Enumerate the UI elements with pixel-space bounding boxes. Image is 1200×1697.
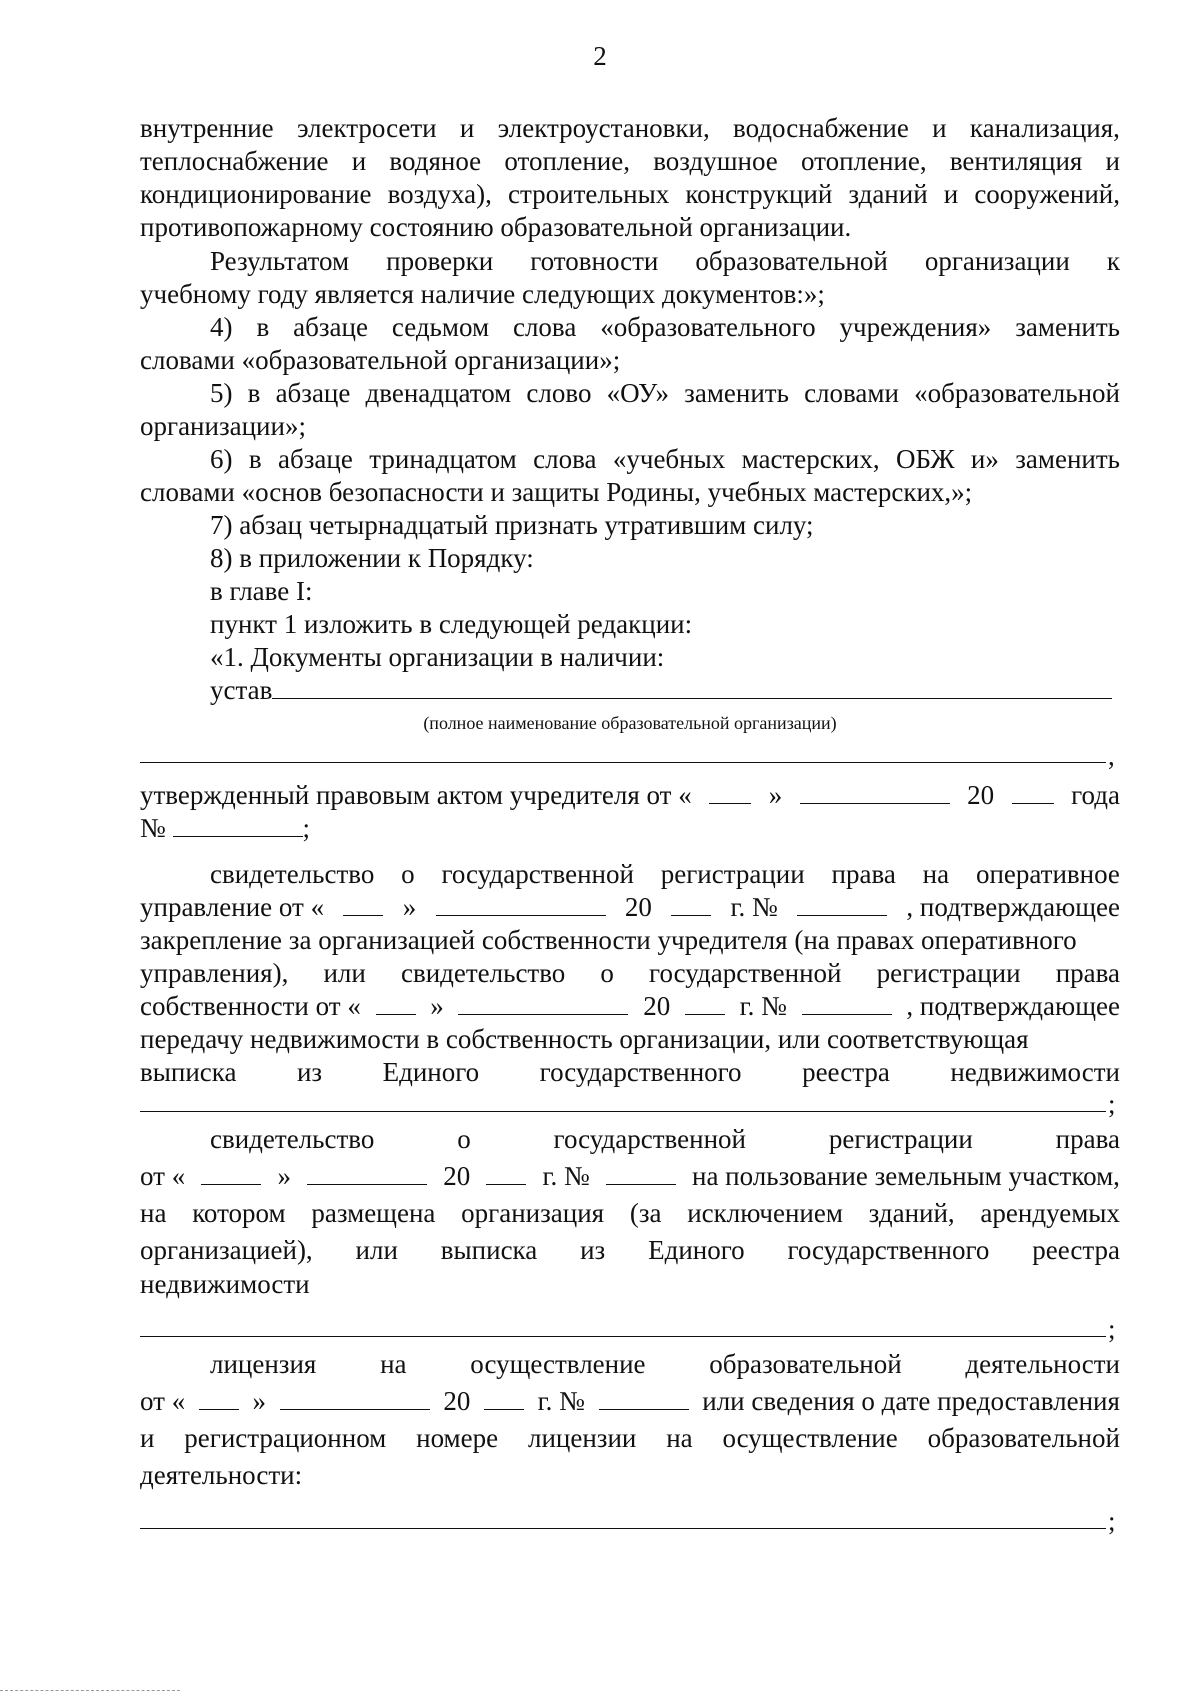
number-blank xyxy=(797,891,887,916)
word: сооружений, xyxy=(974,179,1120,209)
cert2-blank-line xyxy=(140,1336,1106,1337)
word: и xyxy=(459,113,475,143)
word: «образовательного xyxy=(600,312,816,342)
word: организацией), xyxy=(140,1235,313,1265)
word: оперативное xyxy=(975,859,1120,889)
item5-line1 xyxy=(210,377,1120,409)
word: двенадцатом xyxy=(365,378,512,408)
cert1-line4 xyxy=(140,957,1120,989)
word: слово xyxy=(526,378,592,408)
year-blank xyxy=(685,990,725,1015)
word: абзаце xyxy=(293,312,368,342)
word: заменить xyxy=(1015,312,1120,342)
word: тринадцатом xyxy=(369,444,517,474)
item5-line2: организации»; xyxy=(140,411,306,441)
number-blank xyxy=(599,1385,689,1410)
word: воздушное xyxy=(653,146,778,176)
word: Результатом xyxy=(210,246,350,276)
item4-line1 xyxy=(210,311,1120,343)
day-blank xyxy=(201,1160,261,1185)
word: слова xyxy=(512,312,577,342)
word: 4) xyxy=(210,312,233,342)
chapter-heading: в главе I: xyxy=(210,576,313,606)
word: или xyxy=(355,1235,398,1265)
word: государственной xyxy=(553,1124,746,1154)
word: и xyxy=(932,113,947,143)
word: на xyxy=(922,859,950,889)
word: номере xyxy=(416,1423,499,1453)
word: управления), xyxy=(140,958,289,988)
word: государственной xyxy=(441,859,634,889)
word: мастерских, xyxy=(741,444,880,474)
word: и» xyxy=(970,444,999,474)
word: (за xyxy=(629,1198,662,1228)
word: Единого xyxy=(648,1235,745,1265)
word: права xyxy=(1055,958,1120,988)
scan-edge-line xyxy=(0,1690,180,1691)
word: государственного xyxy=(787,1235,990,1265)
ustav-comma: , xyxy=(1108,741,1115,771)
word: зданий, xyxy=(868,1198,955,1228)
word: водоснабжение xyxy=(733,113,909,143)
para2-line1 xyxy=(210,245,1120,277)
month-blank xyxy=(800,779,950,804)
word: образовательной xyxy=(709,1349,902,1379)
para1-line4: противопожарному состоянию образовательной организации. xyxy=(140,212,852,242)
item6-line1 xyxy=(210,443,1120,475)
word: на xyxy=(380,1349,407,1379)
word: слова xyxy=(533,444,597,474)
cert2-line1 xyxy=(210,1123,1120,1155)
word: государственной xyxy=(649,958,842,988)
month-blank xyxy=(280,1385,430,1410)
word: водяное xyxy=(389,146,482,176)
word: «ОУ» xyxy=(606,378,670,408)
word: проверки xyxy=(386,246,494,276)
word: недвижимости xyxy=(950,1057,1120,1087)
page-number: 2 xyxy=(593,41,607,71)
license-line3 xyxy=(140,1422,1120,1454)
year-blank xyxy=(1012,779,1054,804)
word: строительных xyxy=(508,179,670,209)
word: котором xyxy=(192,1198,286,1228)
ustav-caption: (полное наименование образовательной организации) xyxy=(423,713,837,733)
item7: 7) абзац четырнадцатый признать утратившим силу; xyxy=(210,510,814,540)
license-line4: деятельности: xyxy=(140,1460,303,1490)
word: к xyxy=(1106,246,1120,276)
word: вентиляция xyxy=(949,146,1083,176)
word: и xyxy=(140,1423,155,1453)
word: лицензия xyxy=(210,1349,317,1379)
month-blank xyxy=(307,1160,427,1185)
word: 5) xyxy=(210,378,233,408)
cert2-line2: от « » 20 г. № на пользование земельным участком, xyxy=(140,1161,1120,1191)
word: канализация, xyxy=(969,113,1120,143)
cert1-blank-line xyxy=(140,1111,1106,1112)
word: ОБЖ xyxy=(895,444,955,474)
ustav-approved-line: утвержденный правовым актом учредителя от « » 20 года xyxy=(140,780,1120,810)
month-blank xyxy=(458,990,628,1015)
word: организация xyxy=(461,1198,605,1228)
word: о xyxy=(457,1124,471,1154)
word: или xyxy=(323,958,366,988)
word: о xyxy=(401,859,415,889)
cert1-end: ; xyxy=(1108,1089,1116,1119)
cert2-line3 xyxy=(140,1197,1120,1229)
para1-line2 xyxy=(140,145,1120,177)
word: воздуха), xyxy=(387,179,492,209)
word: и xyxy=(1105,146,1120,176)
item8: 8) в приложении к Порядку: xyxy=(210,543,534,573)
word: регистрации xyxy=(660,859,805,889)
word: права xyxy=(831,859,896,889)
word: Единого xyxy=(382,1057,480,1087)
word: реестра xyxy=(1032,1235,1120,1265)
word: конструкций xyxy=(685,179,833,209)
word: на xyxy=(666,1423,693,1453)
license-line1 xyxy=(210,1348,1120,1380)
word: учреждения» xyxy=(839,312,992,342)
word: образовательной xyxy=(927,1423,1120,1453)
cert1-line5: собственности от « » 20 г. № , подтверждающее xyxy=(140,991,1120,1021)
word: выписка xyxy=(440,1235,538,1265)
word: «учебных xyxy=(612,444,726,474)
word: в xyxy=(248,444,262,474)
word: регистрационном xyxy=(184,1423,387,1453)
word: осуществление xyxy=(722,1423,898,1453)
word: арендуемых xyxy=(980,1198,1120,1228)
word: заменить xyxy=(1015,444,1120,474)
word: образовательной xyxy=(695,246,888,276)
word: регистрации xyxy=(828,1124,973,1154)
word: заменить xyxy=(684,378,789,408)
number-blank xyxy=(802,990,892,1015)
ustav-number-line: № ; xyxy=(140,813,311,843)
word: организации xyxy=(924,246,1070,276)
word: свидетельство xyxy=(400,958,566,988)
word: деятельности xyxy=(965,1349,1120,1379)
word: регистрации xyxy=(876,958,1021,988)
ustav-line xyxy=(210,674,1120,706)
word: размещена xyxy=(311,1198,436,1228)
cert2-end: ; xyxy=(1108,1314,1116,1344)
word: кондиционирование xyxy=(140,179,372,209)
word: 6) xyxy=(210,444,233,474)
word: из xyxy=(580,1235,606,1265)
license-blank-line xyxy=(140,1528,1106,1529)
word: абзаце xyxy=(278,444,353,474)
word: государственного xyxy=(539,1057,742,1087)
word: лицензии xyxy=(527,1423,637,1453)
word: внутренние xyxy=(140,113,274,143)
word: отопление, xyxy=(800,146,927,176)
item4-line2: словами «образовательной организации»; xyxy=(140,345,621,375)
day-blank xyxy=(376,990,416,1015)
word: седьмом xyxy=(391,312,490,342)
word: абзаце xyxy=(275,378,351,408)
word: и xyxy=(351,146,367,176)
word: словами xyxy=(804,378,899,408)
number-blank xyxy=(606,1160,676,1185)
word: свидетельство xyxy=(210,859,375,889)
day-blank xyxy=(199,1385,239,1410)
month-blank xyxy=(436,891,606,916)
cert1-line1 xyxy=(210,858,1120,890)
word: осуществление xyxy=(470,1349,646,1379)
word: в xyxy=(247,378,261,408)
license-end: ; xyxy=(1108,1506,1116,1536)
word: отопление, xyxy=(504,146,630,176)
word: готовности xyxy=(530,246,659,276)
word: реестра xyxy=(802,1057,890,1087)
ustav-name-blank xyxy=(272,674,1112,699)
cert1-line2: управление от « » 20 г. № , подтверждающее xyxy=(140,892,1120,922)
word: исключением xyxy=(687,1198,843,1228)
word: права xyxy=(1055,1124,1120,1154)
ustav-name-continuation xyxy=(140,762,1106,763)
cert1-line7 xyxy=(140,1056,1120,1088)
day-blank xyxy=(343,891,383,916)
word: из xyxy=(296,1057,323,1087)
word: о xyxy=(600,958,614,988)
word: зданий xyxy=(848,179,928,209)
cert2-line5: недвижимости xyxy=(140,1269,310,1299)
ustav-label: устав xyxy=(210,675,273,705)
word: электросети xyxy=(296,113,437,143)
word: на xyxy=(140,1198,167,1228)
word: свидетельство xyxy=(210,1124,375,1154)
word: и xyxy=(943,179,959,209)
license-line2: от « » 20 г. № или сведения о дате предоставления xyxy=(140,1386,1120,1416)
word: выписка xyxy=(140,1057,237,1087)
year-blank xyxy=(671,891,711,916)
word: «образовательной xyxy=(914,378,1120,408)
item6-line2: словами «основ безопасности и защиты Родины, учебных мастерских,»; xyxy=(140,477,973,507)
day-blank xyxy=(709,779,751,804)
word: электроустановки, xyxy=(497,113,710,143)
cert2-line4 xyxy=(140,1234,1120,1266)
para1-line3 xyxy=(140,178,1120,210)
word: теплоснабжение xyxy=(140,146,329,176)
para2-line2: учебному году является наличие следующих документов:»; xyxy=(140,279,825,309)
point-text: пункт 1 изложить в следующей редакции: xyxy=(210,609,693,639)
para1-line1 xyxy=(140,112,1120,144)
docs-title: «1. Документы организации в наличии: xyxy=(210,642,665,672)
cert1-line6: передачу недвижимости в собственность организации, или соответствующая xyxy=(140,1024,1029,1054)
year-blank xyxy=(484,1385,524,1410)
word: в xyxy=(256,312,270,342)
year-blank xyxy=(486,1160,526,1185)
cert1-line3: закрепление за организацией собственности учредителя (на правах оперативного xyxy=(140,925,1077,955)
number-blank xyxy=(173,812,303,837)
